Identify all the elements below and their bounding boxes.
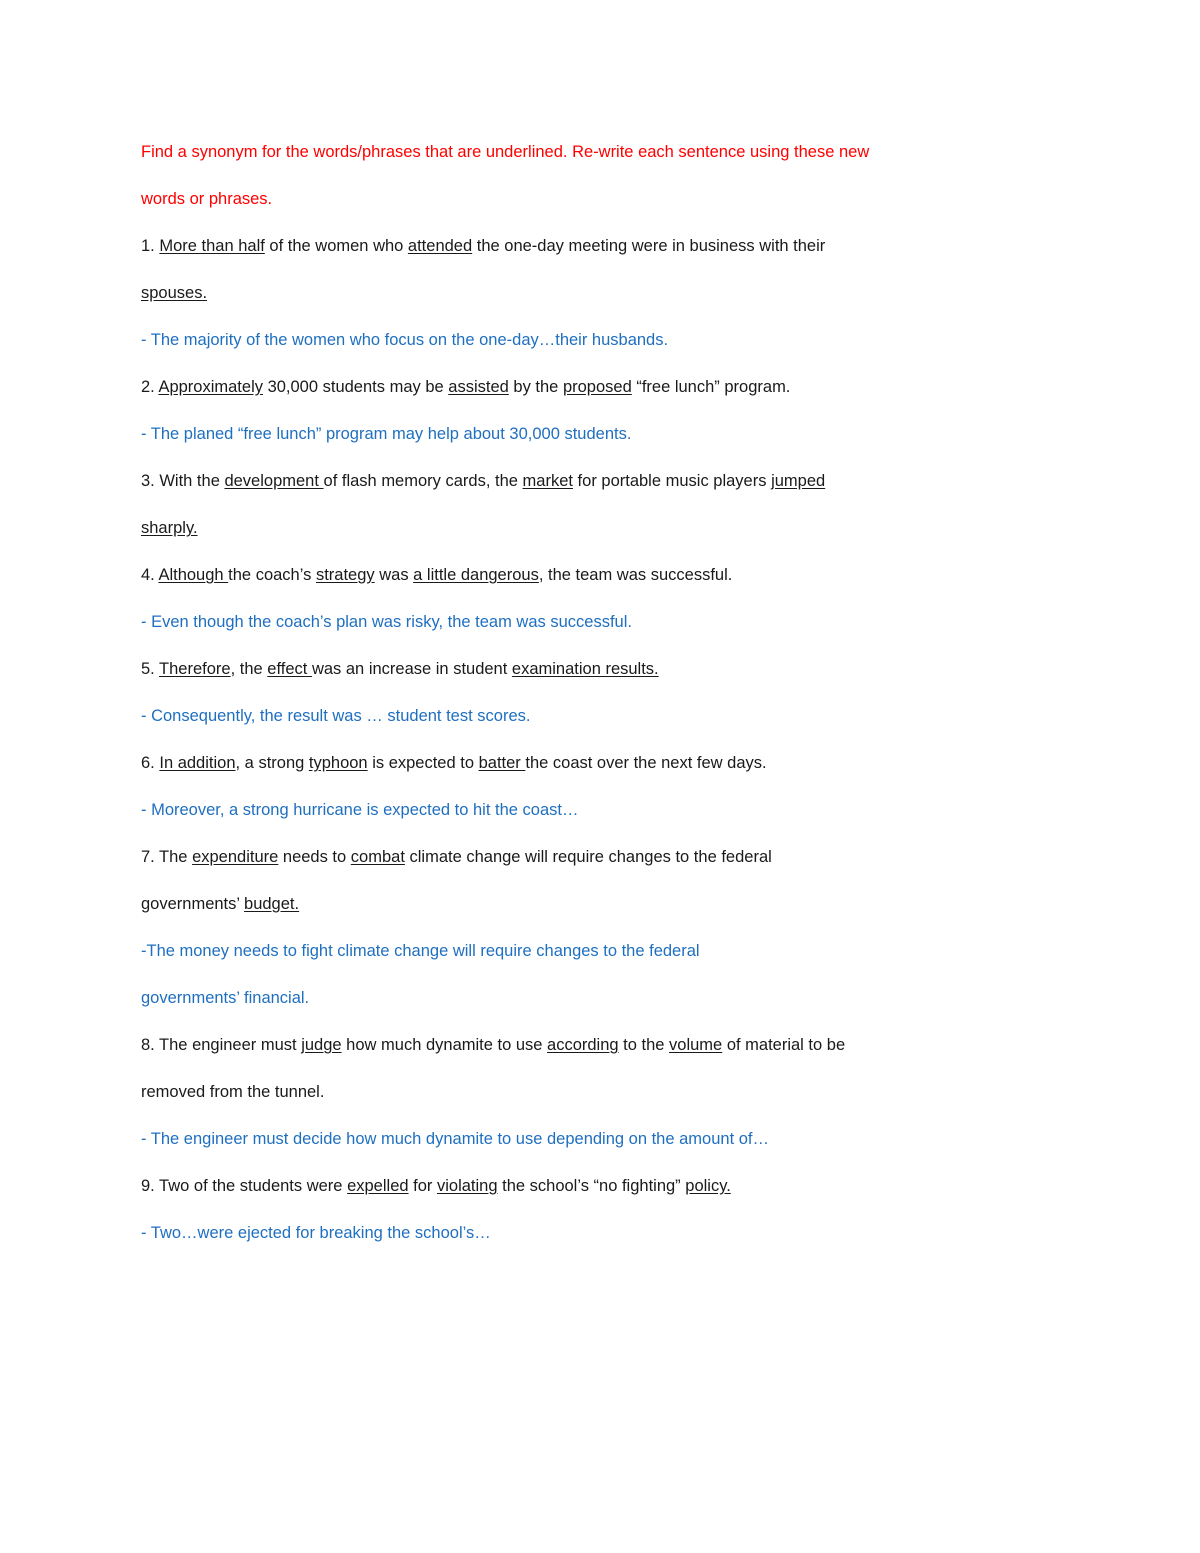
answer-line [141, 787, 941, 834]
underlined-phrase: Although [158, 566, 229, 584]
instruction-line [141, 176, 941, 223]
answer-line [141, 411, 941, 458]
underlined-phrase: according [547, 1036, 619, 1054]
question-line [141, 1163, 941, 1210]
question-line [141, 1022, 941, 1069]
underlined-phrase: typhoon [308, 754, 368, 772]
text-segment: needs to [278, 848, 351, 866]
text-segment: was [374, 566, 414, 584]
text-segment: the coast over the next few days. [525, 754, 767, 772]
underlined-phrase: policy. [685, 1177, 731, 1195]
answer-line [141, 599, 941, 646]
answer-line [141, 317, 941, 364]
text-segment: Find a synonym for the words/phrases that are underlined. Re-write each sentence using these new [141, 143, 870, 161]
question-line [141, 834, 941, 881]
underlined-phrase: In addition [159, 754, 236, 772]
text-segment: governments’ financial. [141, 989, 310, 1007]
underlined-phrase: volume [669, 1036, 723, 1054]
underlined-phrase: expenditure [192, 848, 279, 866]
question-line [141, 881, 941, 928]
text-segment: of material to be [722, 1036, 846, 1054]
text-segment: for [408, 1177, 437, 1195]
text-segment: was an increase in student [311, 660, 512, 678]
text-segment: 1. [141, 237, 160, 255]
question-line [141, 646, 941, 693]
underlined-phrase: Approximately [158, 378, 263, 396]
text-segment: 4. [141, 566, 159, 584]
text-segment: words or phrases. [141, 190, 273, 208]
text-segment: - Moreover, a strong hurricane is expected to hit the coast… [141, 801, 579, 819]
answer-line [141, 1116, 941, 1163]
text-segment: the coach’s [228, 566, 316, 584]
underlined-phrase: expelled [347, 1177, 409, 1195]
underlined-phrase: strategy [315, 566, 375, 584]
text-segment: is expected to [367, 754, 479, 772]
text-segment: 9. Two of the students were [141, 1177, 348, 1195]
text-segment: - The majority of the women who focus on the one-day…their husbands. [141, 331, 669, 349]
underlined-phrase: examination results. [511, 660, 659, 678]
question-line [141, 270, 941, 317]
underlined-phrase: proposed [562, 378, 632, 396]
text-segment: the school’s “no fighting” [497, 1177, 686, 1195]
text-segment: how much dynamite to use [341, 1036, 548, 1054]
text-segment: “free lunch” program. [631, 378, 791, 396]
underlined-phrase: development [224, 472, 324, 490]
question-line [141, 458, 941, 505]
text-segment: 6. [141, 754, 160, 772]
text-segment: of the women who [264, 237, 408, 255]
answer-line [141, 928, 941, 975]
text-segment: 5. [141, 660, 160, 678]
text-segment: -The money needs to fight climate change will require changes to the federal [141, 942, 700, 960]
text-segment: to the [618, 1036, 670, 1054]
question-line [141, 364, 941, 411]
text-segment: by the [508, 378, 563, 396]
text-segment: 3. With the [141, 472, 225, 490]
text-segment: 8. The engineer must [141, 1036, 302, 1054]
underlined-phrase: batter [478, 754, 526, 772]
question-line [141, 552, 941, 599]
underlined-phrase: violating [436, 1177, 498, 1195]
answer-line [141, 1210, 941, 1257]
underlined-phrase: jumped [771, 472, 826, 490]
text-segment: - Consequently, the result was … student test scores. [141, 707, 531, 725]
underlined-phrase: combat [350, 848, 405, 866]
underlined-phrase: attended [407, 237, 473, 255]
text-segment: - Two…were ejected for breaking the school’s… [141, 1224, 491, 1242]
underlined-phrase: effect [267, 660, 312, 678]
underlined-phrase: assisted [448, 378, 509, 396]
answer-line [141, 975, 941, 1022]
text-segment: removed from the tunnel. [141, 1083, 325, 1101]
text-segment: 2. [141, 378, 159, 396]
question-line [141, 740, 941, 787]
text-segment: the one-day meeting were in business with their [472, 237, 826, 255]
underlined-phrase: judge [301, 1036, 342, 1054]
underlined-phrase: market [522, 472, 573, 490]
underlined-phrase: spouses. [141, 284, 208, 302]
underlined-phrase: budget. [244, 895, 300, 913]
text-segment: - Even though the coach’s plan was risky, the team was successful. [141, 613, 632, 631]
text-segment: - The engineer must decide how much dynamite to use depending on the amount of… [141, 1130, 769, 1148]
text-segment: 7. The [141, 848, 193, 866]
text-segment: , the [230, 660, 268, 678]
underlined-phrase: More than half [159, 237, 265, 255]
text-segment: climate change will require changes to the federal [404, 848, 772, 866]
answer-line [141, 693, 941, 740]
instruction-line [141, 129, 941, 176]
text-segment: governments’ [141, 895, 245, 913]
text-segment: , a strong [235, 754, 309, 772]
text-segment: , the team was successful. [538, 566, 733, 584]
text-segment: 30,000 students may be [262, 378, 449, 396]
underlined-phrase: a little dangerous [413, 566, 539, 584]
text-segment: of flash memory cards, the [323, 472, 523, 490]
underlined-phrase: sharply. [141, 519, 198, 537]
underlined-phrase: Therefore [159, 660, 231, 678]
text-segment: - The planed “free lunch” program may help about 30,000 students. [141, 425, 632, 443]
question-line [141, 505, 941, 552]
text-segment: for portable music players [572, 472, 772, 490]
question-line [141, 223, 941, 270]
document-body [141, 129, 941, 1257]
question-line [141, 1069, 941, 1116]
